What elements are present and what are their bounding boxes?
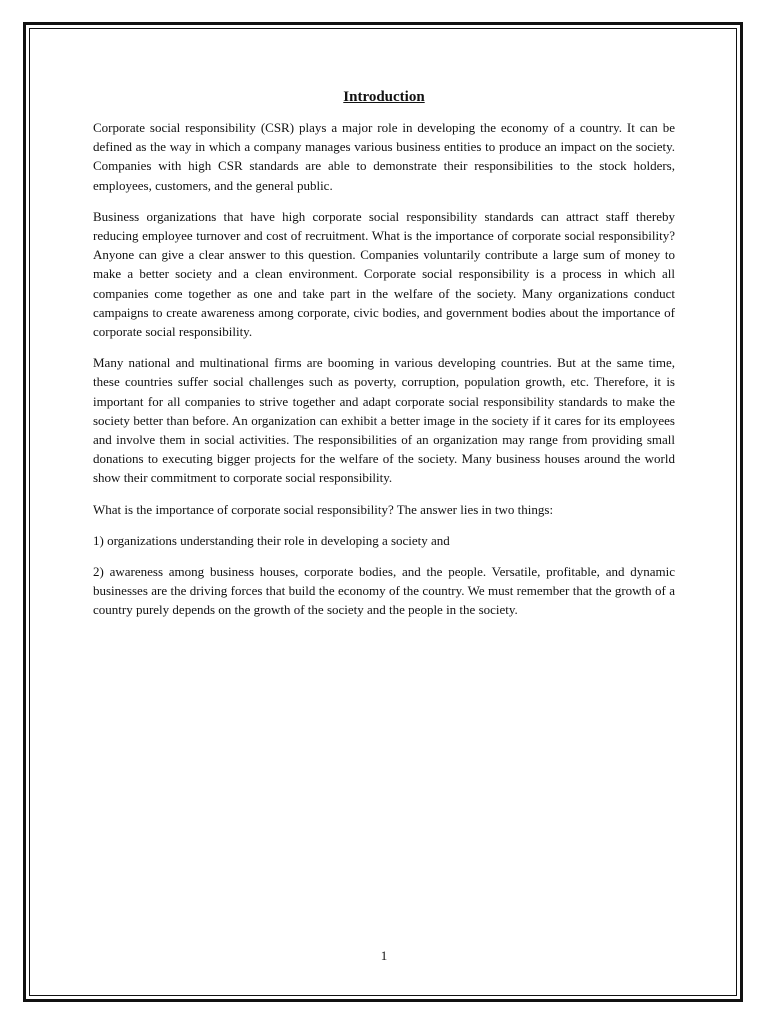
paragraph-importance-question: What is the importance of corporate social responsibility? The answer lies in two things: <box>93 501 554 517</box>
document-body <box>93 87 675 632</box>
paragraph-business-organizations: Business organizations that have high corporate social responsibility standards can attract staff thereby reducing employee turnover and cost of recruitment. What is the importance of corporate social responsibility? Anyone can give a clear answer to this question. Companies voluntarily contribute a large sum of money to make a better society and a clean environment. Corporate social responsibility is a process in which all companies come together as one and take part in the welfare of the society. Many organizations conduct campaigns to create awareness among corporate, civic bodies, and government bodies about the importance of corporate social responsibility. <box>93 208 675 340</box>
paragraph-csr-definition: Corporate social responsibility (CSR) plays a major role in developing the economy of a country. It can be defined as the way in which a company manages various business entities to produce an impact on the society. Companies with high CSR standards are able to demonstrate their responsibilities to the stock holders, employees, customers, and the general public. <box>93 120 675 193</box>
page-title: Introduction <box>343 89 425 105</box>
page-number: 1 <box>380 948 388 963</box>
list-item-2: 2) awareness among business houses, corporate bodies, and the people. Versatile, profitable, and dynamic businesses are the driving forces that build the economy of the country. We must remember that the growth of a country purely depends on the growth of the society and the people in the society. <box>93 564 675 618</box>
list-item-1: 1) organizations understanding their role in developing a society and <box>93 532 450 548</box>
paragraph-national-firms: Many national and multinational firms are booming in various developing countries. But at the same time, these countries suffer social challenges such as poverty, corruption, population growth, etc. Therefore, it is important for all companies to strive together and adapt corporate social responsibility standards to make the society better than before. An organization can exhibit a better image in the society if it cares for its employees and involve them in social activities. The responsibilities of an organization may range from providing small donations to executing bigger projects for the welfare of the society. Many business houses around the world show their commitment to corporate social responsibility. <box>93 355 675 486</box>
